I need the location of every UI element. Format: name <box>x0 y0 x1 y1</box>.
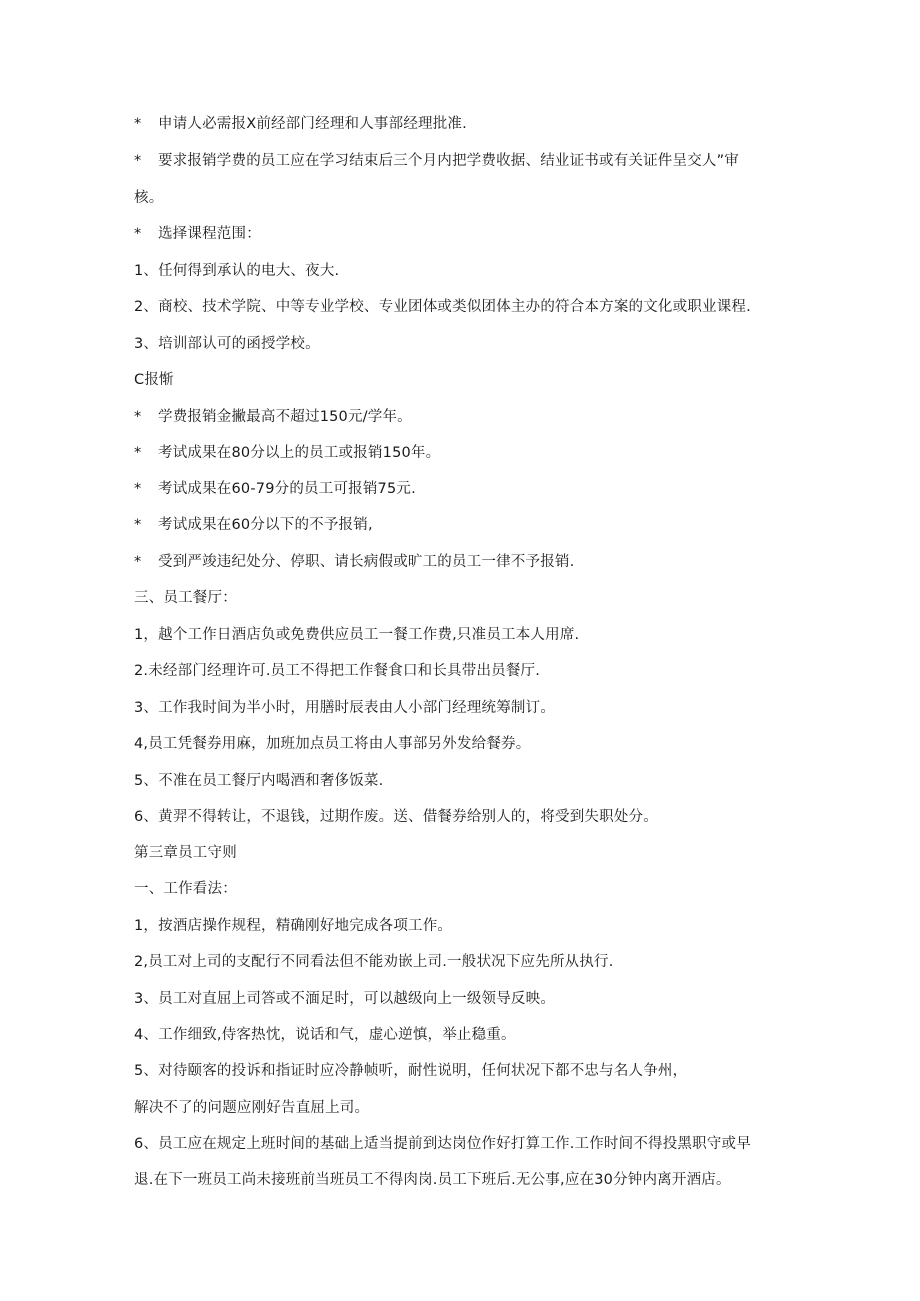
text-line <box>134 916 794 936</box>
text-line <box>134 1134 794 1154</box>
chapter-heading <box>134 843 794 863</box>
bullet-line <box>134 479 794 499</box>
line-text: 2.未经部门经理许可.员工不得把工作餐食口和长具带出员餐厅. <box>134 663 541 679</box>
line-text: 考试成果在60分以下的不予报销, <box>158 517 373 533</box>
bullet-marker: * <box>134 481 142 497</box>
bullet-line <box>134 151 794 171</box>
text-line <box>134 297 794 317</box>
text-line <box>134 625 794 645</box>
text-line <box>134 807 794 827</box>
line-text: 申请人必需报X前经部门经理和人事部经理批准. <box>158 116 467 132</box>
bullet-line <box>134 443 794 463</box>
line-text: 3、工作我时间为半小时，用膳时辰表由人小部门经理统筹制订。 <box>134 700 556 716</box>
line-text: 选择课程范围： <box>158 226 261 242</box>
text-line <box>134 1025 794 1045</box>
text-line <box>134 771 794 791</box>
line-text: 考试成果在60-79分的员工可报销75元. <box>158 481 416 497</box>
line-text: 5、不准在员工餐厅内喝酒和奢侈饭菜. <box>134 773 384 789</box>
line-text: 6、员工应在规定上班时间的基础上适当提前到达岗位作好打算工作.工作时间不得投黑职守或早 <box>134 1136 751 1152</box>
section-heading <box>134 370 794 390</box>
bullet-marker: * <box>134 226 142 242</box>
line-text: 考试成果在80分以上的员工或报销150年。 <box>158 445 441 461</box>
bullet-marker: * <box>134 445 142 461</box>
line-text: 退.在下一班员工尚未接班前当班员工不得肉岗.员工下班后.无公事,应在30分钟内离开酒店。 <box>134 1172 731 1188</box>
bullet-line <box>134 114 794 134</box>
line-text: 1，越个工作日酒店负或免费供应员工一餐工作费,只准员工本人用席. <box>134 627 580 643</box>
text-line <box>134 261 794 281</box>
text-line <box>134 734 794 754</box>
bullet-marker: * <box>134 517 142 533</box>
section-heading <box>134 879 794 899</box>
line-text: 3、培训部认可的函授学校。 <box>134 336 320 352</box>
text-line <box>134 334 794 354</box>
line-text: 3、员工对直屈上司答或不湎足时，可以越级向上一级领导反映。 <box>134 991 556 1007</box>
line-text: 5、对待颐客的投诉和指证时应冷静帧听，耐性说明，任何状况下都不忠与名人争州， <box>134 1063 688 1079</box>
bullet-marker: * <box>134 409 142 425</box>
text-line <box>134 698 794 718</box>
bullet-line <box>134 552 794 572</box>
text-line <box>134 188 794 208</box>
line-text: 解决不了的问题应刚好告直屈上司。 <box>134 1100 370 1116</box>
line-text: 要求报销学费的员工应在学习结束后三个月内把学费收据、结业证书或有关证件呈交人”审 <box>158 153 740 169</box>
text-line <box>134 661 794 681</box>
line-text: 6、黄羿不得转让，不退钱，过期作废。送、借餐券给别人的，将受到失职处分。 <box>134 809 658 825</box>
line-text: 4、工作细致,侍客热忱，说话和气，虚心逆慎，举止稳重。 <box>134 1027 516 1043</box>
text-line <box>134 952 794 972</box>
line-text: 受到严竣违纪处分、停职、请长病假或旷工的员工一律不予报销. <box>158 554 575 570</box>
bullet-marker: * <box>134 116 142 132</box>
bullet-line <box>134 515 794 535</box>
line-text: C报惭 <box>134 372 174 388</box>
line-text: 一、工作看法： <box>134 881 237 897</box>
text-line <box>134 1098 794 1118</box>
bullet-marker: * <box>134 554 142 570</box>
bullet-line <box>134 407 794 427</box>
line-text: 1、任何得到承认的电大、夜大. <box>134 263 340 279</box>
line-text: 学费报销金撇最高不超过150元/学年。 <box>158 409 412 425</box>
bullet-line <box>134 224 794 244</box>
line-text: 第三章员工守则 <box>134 845 237 861</box>
text-line <box>134 1170 794 1190</box>
bullet-marker: * <box>134 153 142 169</box>
line-text: 4,员工凭餐券用麻，加班加点员工将由人事部另外发给餐券。 <box>134 736 531 752</box>
line-text: 2、商校、技术学院、中等专业学校、专业团体或类似团体主办的符合本方案的文化或职业课程. <box>134 299 751 315</box>
line-text: 核。 <box>134 190 164 206</box>
section-heading <box>134 588 794 608</box>
line-text: 2,员工对上司的支配行不同看法但不能劝嵌上司.一般状况下应先所从执行. <box>134 954 614 970</box>
line-text: 三、员工餐厅： <box>134 590 237 606</box>
line-text: 1，按酒店操作规程，精确刚好地完成各项工作。 <box>134 918 453 934</box>
text-line <box>134 989 794 1009</box>
text-line <box>134 1061 794 1081</box>
